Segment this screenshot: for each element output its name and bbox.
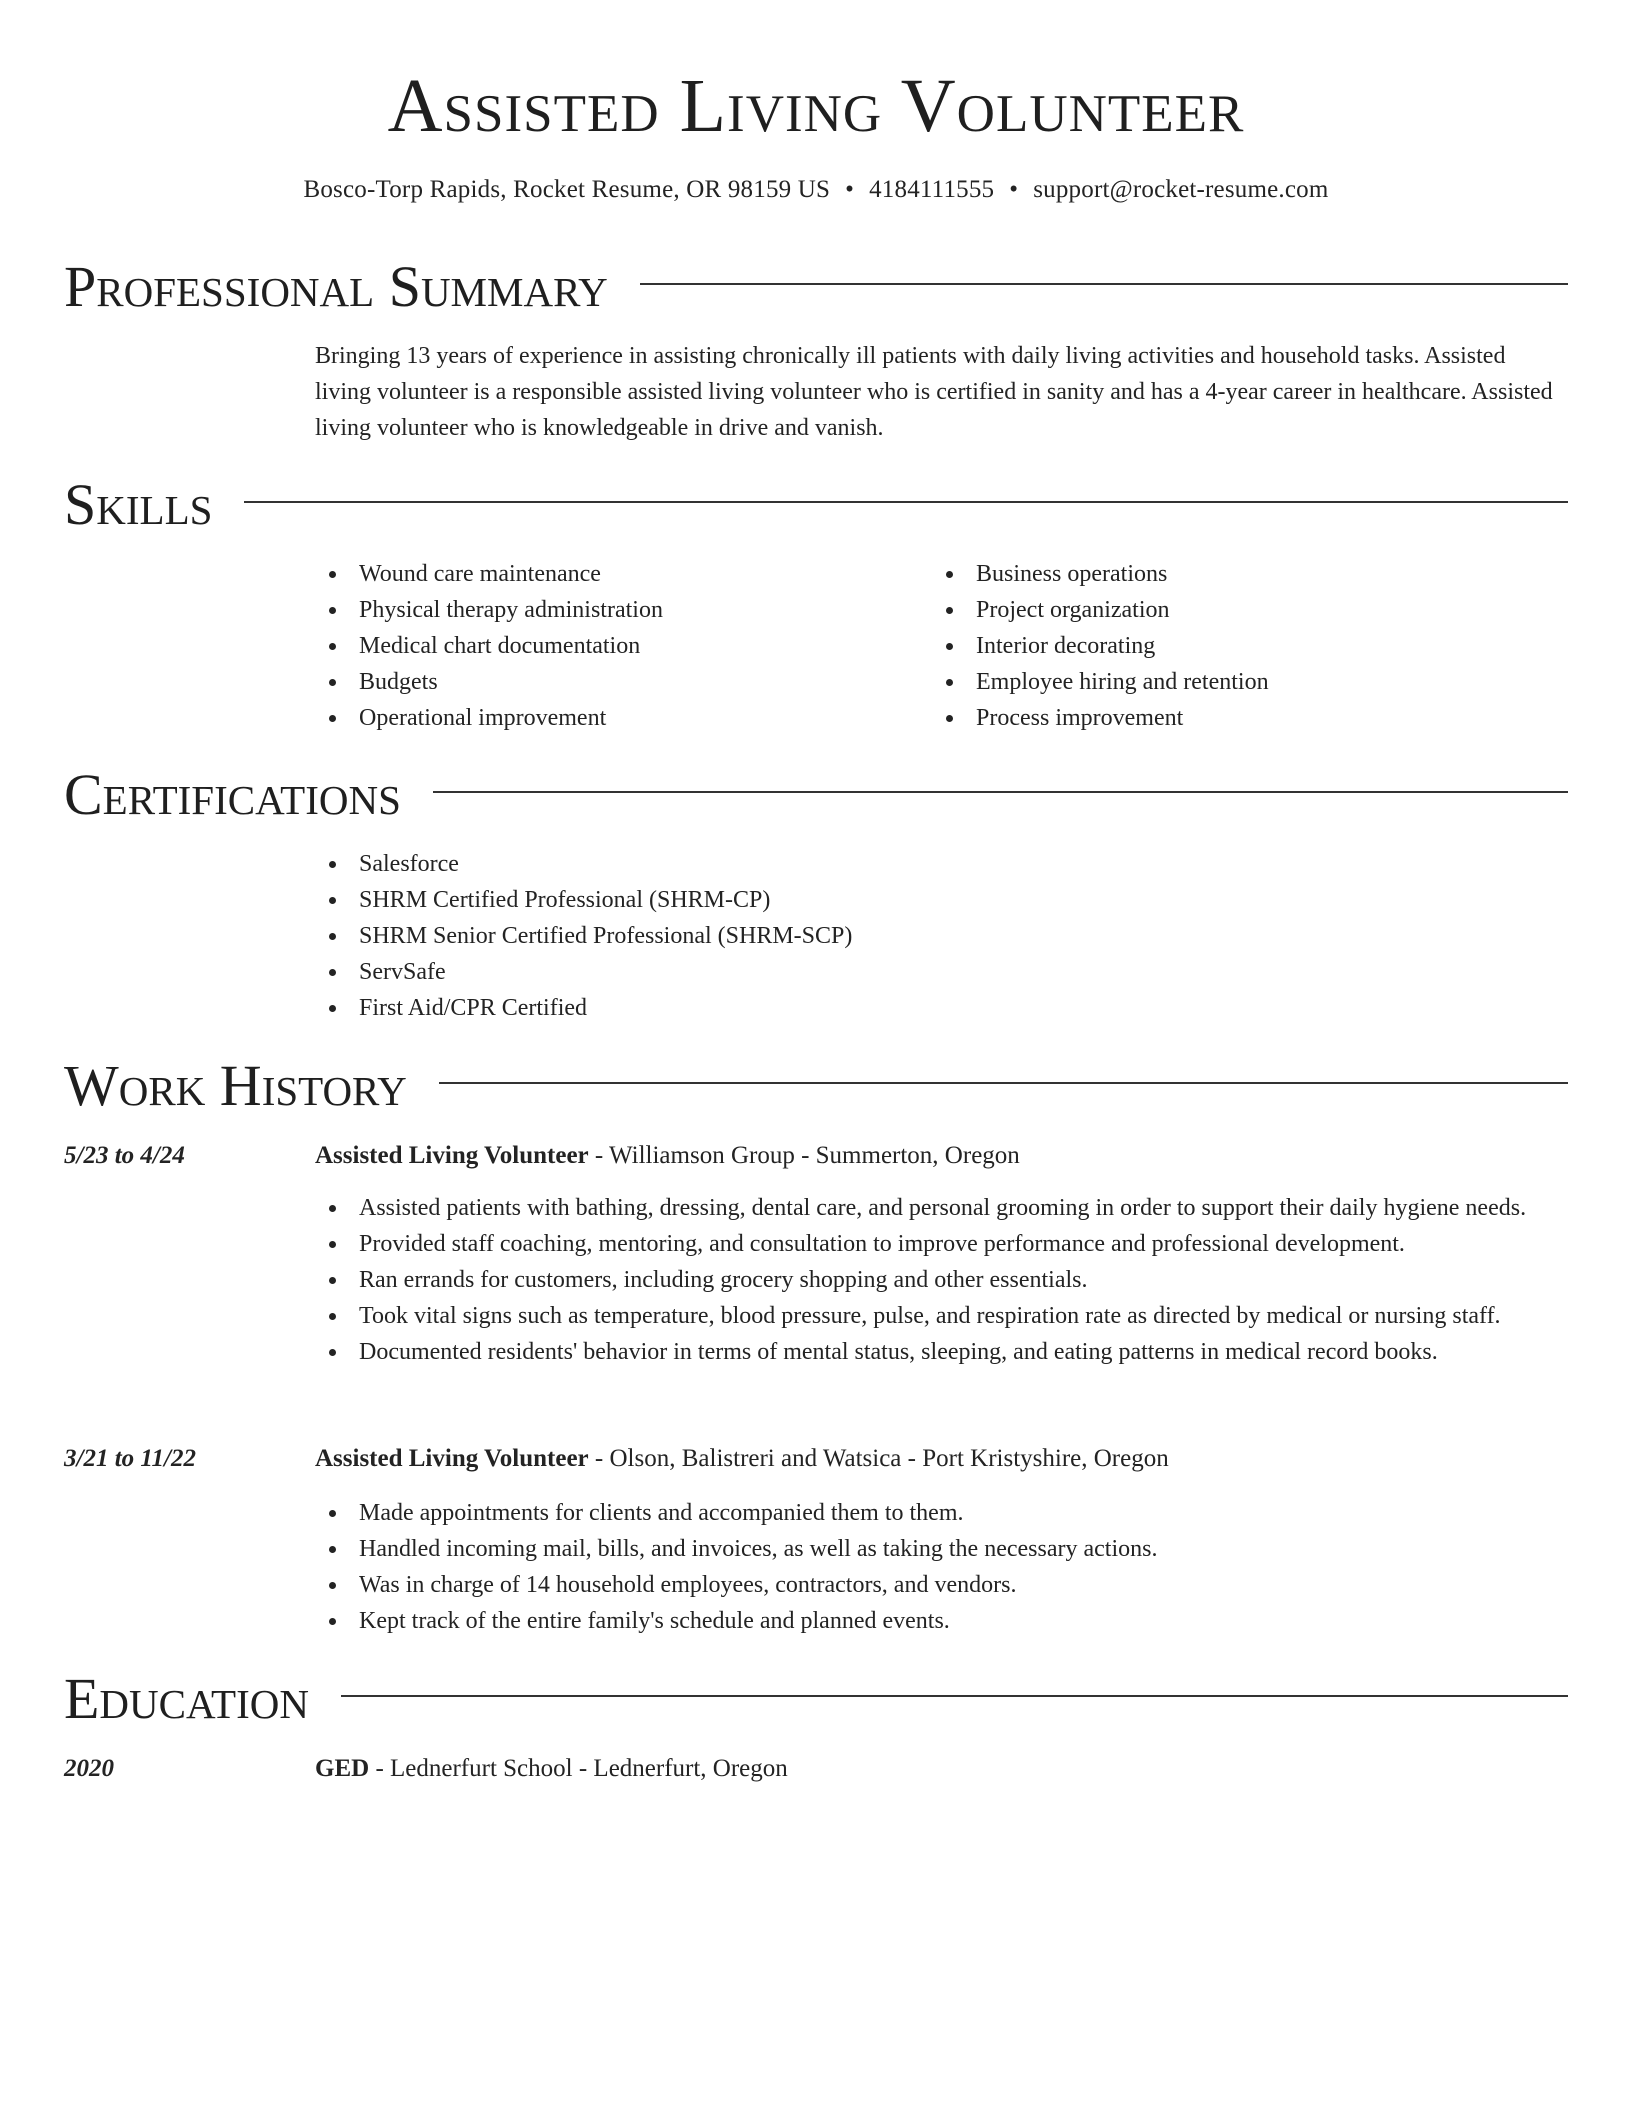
job-bullet: Assisted patients with bathing, dressing, dental care, and personal grooming in order to support their daily hygiene needs. xyxy=(315,1190,1567,1226)
job-heading xyxy=(315,1138,1020,1174)
section-header-education xyxy=(64,1664,1568,1734)
certification-item: First Aid/CPR Certified xyxy=(315,990,1567,1026)
section-divider xyxy=(640,283,1568,285)
skill-item: Operational improvement xyxy=(315,700,915,736)
resume-name: Assisted Living Volunteer xyxy=(387,64,1245,148)
skill-item: Medical chart documentation xyxy=(315,628,915,664)
skill-item: Project organization xyxy=(932,592,1532,628)
job-bullet: Made appointments for clients and accompanied them to them. xyxy=(315,1495,1567,1531)
section-title-skills: Skills xyxy=(64,472,213,537)
education-degree: GED xyxy=(315,1755,370,1782)
skill-item: Interior decorating xyxy=(932,628,1532,664)
contact-address: Bosco-Torp Rapids, Rocket Resume, OR 98159 US xyxy=(303,176,831,203)
job-bullet: Provided staff coaching, mentoring, and consultation to improve performance and professional development. xyxy=(315,1226,1567,1262)
contact-email: support@rocket-resume.com xyxy=(1033,176,1329,203)
section-header-work-history xyxy=(64,1051,1568,1121)
job-dates: 3/21 to 11/22 xyxy=(64,1445,196,1472)
summary-text: Bringing 13 years of experience in assisting chronically ill patients with daily living activities and household tasks. Assisted living volunteer is a responsible assisted living volunteer who is certified in sanity and has a 4-year career in healthcare. Assisted living volunteer who is knowledgeable in drive and vanish. xyxy=(315,343,1553,441)
job-heading xyxy=(315,1441,1169,1477)
section-title-education: Education xyxy=(64,1666,309,1731)
education-school: - Lednerfurt School - Lednerfurt, Oregon xyxy=(369,1755,788,1782)
contact-separator: • xyxy=(845,176,855,203)
section-title-certifications: Certifications xyxy=(64,762,401,827)
skill-item: Business operations xyxy=(932,556,1532,592)
education-line xyxy=(315,1751,788,1787)
job-bullet: Took vital signs such as temperature, blood pressure, pulse, and respiration rate as directed by medical or nursing staff. xyxy=(315,1298,1567,1334)
certification-item: SHRM Senior Certified Professional (SHRM-SCP) xyxy=(315,918,1567,954)
section-header-certifications xyxy=(64,760,1568,830)
job-dates: 5/23 to 4/24 xyxy=(64,1142,185,1169)
job-bullet: Was in charge of 14 household employees, contractors, and vendors. xyxy=(315,1567,1567,1603)
certification-item: SHRM Certified Professional (SHRM-CP) xyxy=(315,882,1567,918)
skill-item: Process improvement xyxy=(932,700,1532,736)
skill-item: Employee hiring and retention xyxy=(932,664,1532,700)
job-bullet: Documented residents' behavior in terms of mental status, sleeping, and eating patterns in medical record books. xyxy=(315,1334,1567,1370)
skills-list-right xyxy=(932,556,1532,736)
certifications-list xyxy=(315,846,1567,1026)
skill-item: Budgets xyxy=(315,664,915,700)
section-title-summary: Professional Summary xyxy=(64,254,608,319)
job-employer: - Williamson Group - Summerton, Oregon xyxy=(588,1142,1020,1169)
job-employer: - Olson, Balistreri and Watsica - Port Kristyshire, Oregon xyxy=(588,1445,1169,1472)
section-title-work-history: Work History xyxy=(64,1053,407,1118)
section-header-skills xyxy=(64,470,1568,540)
job-bullet: Ran errands for customers, including grocery shopping and other essentials. xyxy=(315,1262,1567,1298)
job-bullets xyxy=(315,1190,1567,1370)
education-year: 2020 xyxy=(64,1755,114,1782)
skills-list-left xyxy=(315,556,915,736)
contact-phone: 4184111555 xyxy=(869,176,995,203)
job-title: Assisted Living Volunteer xyxy=(315,1142,589,1169)
section-header-summary xyxy=(64,252,1568,322)
skill-item: Physical therapy administration xyxy=(315,592,915,628)
certification-item: ServSafe xyxy=(315,954,1567,990)
job-bullet: Handled incoming mail, bills, and invoices, as well as taking the necessary actions. xyxy=(315,1531,1567,1567)
section-divider xyxy=(244,501,1568,503)
section-divider xyxy=(433,791,1568,793)
job-bullet: Kept track of the entire family's schedule and planned events. xyxy=(315,1603,1567,1639)
skill-item: Wound care maintenance xyxy=(315,556,915,592)
section-divider xyxy=(439,1082,1568,1084)
contact-line xyxy=(0,172,1632,208)
contact-separator: • xyxy=(1009,176,1019,203)
section-divider xyxy=(341,1695,1568,1697)
job-bullets xyxy=(315,1495,1567,1639)
certification-item: Salesforce xyxy=(315,846,1567,882)
job-title: Assisted Living Volunteer xyxy=(315,1445,589,1472)
